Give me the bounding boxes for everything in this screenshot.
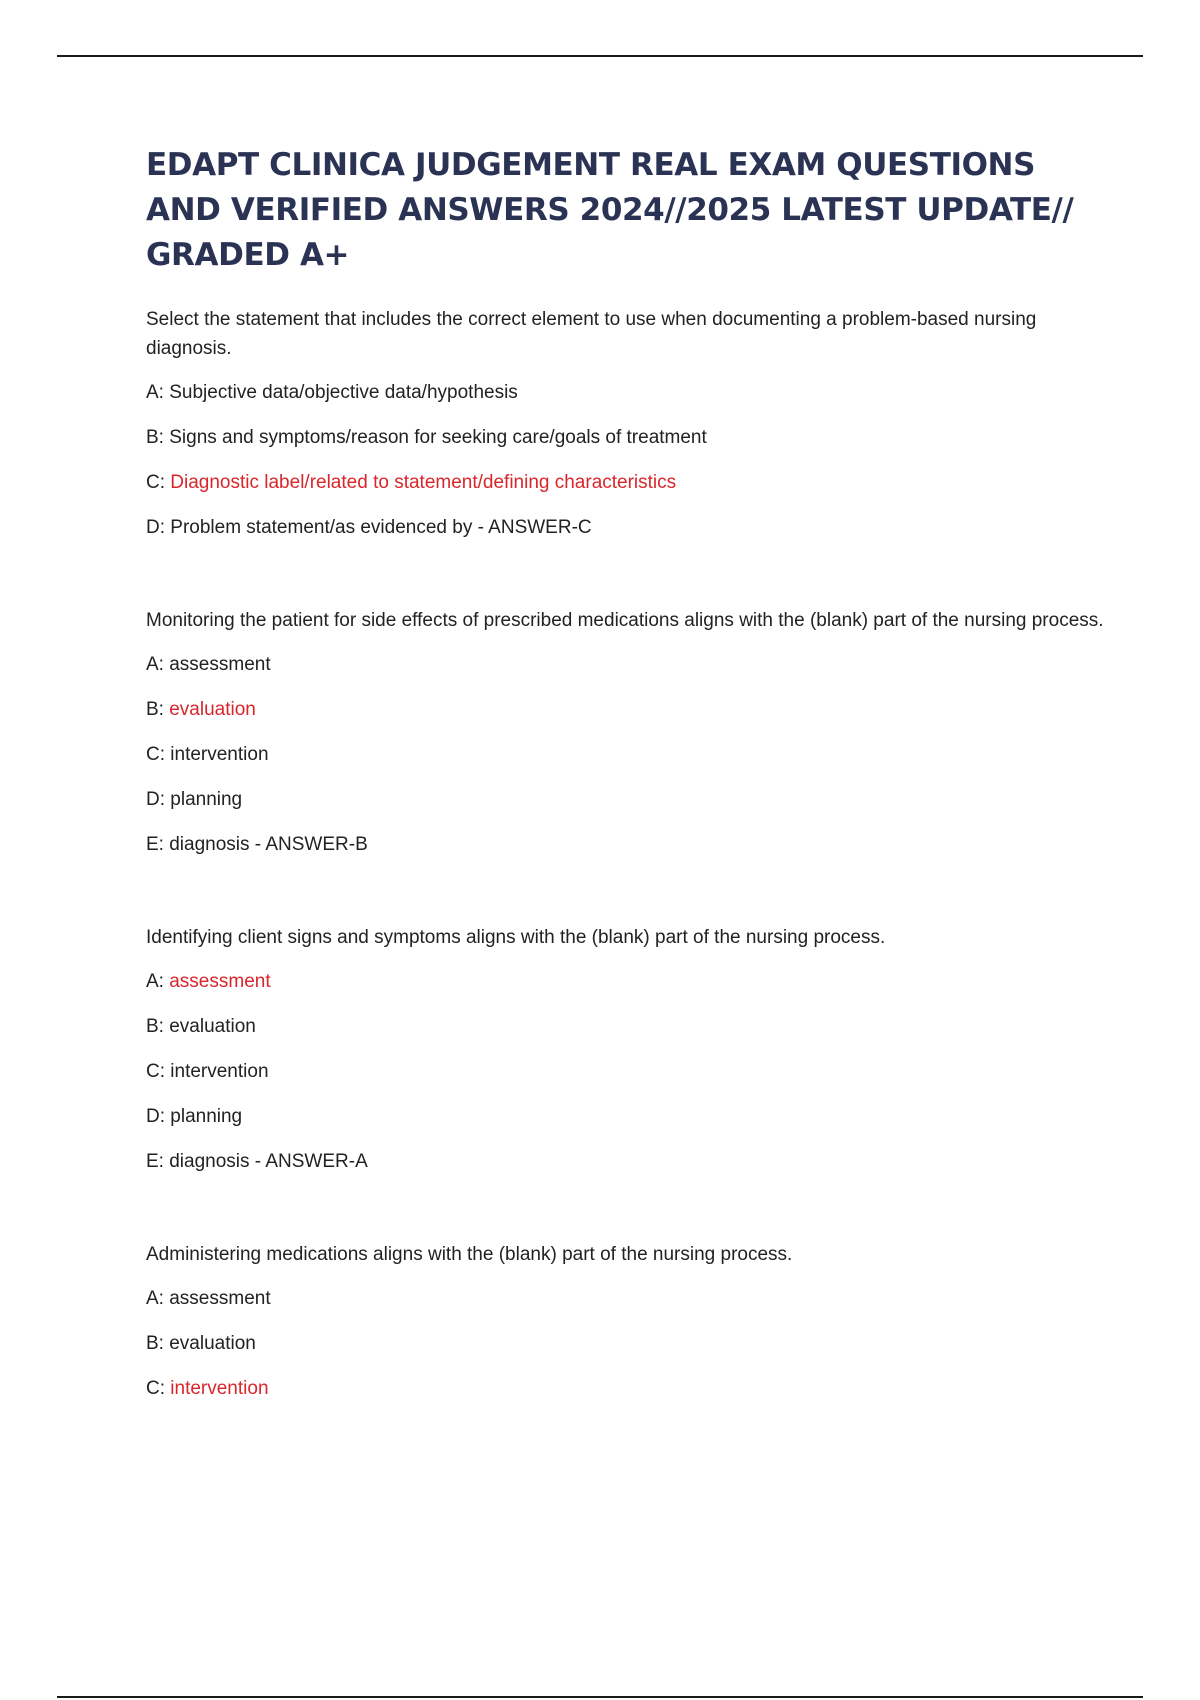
option-c: C: intervention: [146, 1061, 269, 1082]
correct-answer-highlight: Diagnostic label/related to statement/defining characteristics: [170, 472, 677, 493]
correct-answer-highlight: evaluation: [169, 699, 256, 720]
option-a: A: assessment: [146, 1288, 271, 1309]
option-a: A: assessment: [146, 654, 271, 675]
correct-answer-highlight: assessment: [169, 971, 271, 992]
question-block-3: [146, 923, 1106, 1176]
question-text: Identifying client signs and symptoms aligns with the (blank) part of the nursing process.: [146, 927, 886, 948]
option-c: C: intervention: [146, 1378, 269, 1399]
option-b: B: evaluation: [146, 699, 256, 720]
option-b: B: evaluation: [146, 1333, 256, 1354]
option-a: A: assessment: [146, 971, 271, 992]
top-rule: [57, 55, 1143, 57]
option-e: E: diagnosis - ANSWER-A: [146, 1151, 368, 1172]
question-text: Administering medications aligns with the (blank) part of the nursing process.: [146, 1244, 793, 1265]
question-block-4: [146, 1240, 1106, 1403]
document-body: [146, 143, 1106, 1403]
answer-key: - ANSWER-A: [249, 1151, 368, 1172]
bottom-rule: [57, 1696, 1143, 1698]
question-text: Select the statement that includes the correct element to use when documenting a problem-based nursing diagnosis.: [146, 309, 1037, 359]
question-block-1: [146, 305, 1106, 542]
question-text: Monitoring the patient for side effects of prescribed medications aligns with the (blank) part of the nursing process.: [146, 610, 1104, 631]
option-c: C: intervention: [146, 744, 269, 765]
option-d: D: planning: [146, 1106, 243, 1127]
answer-key: - ANSWER-C: [472, 517, 592, 538]
option-d: D: planning: [146, 789, 243, 810]
option-d: D: Problem statement/as evidenced by - ANSWER-C: [146, 517, 592, 538]
answer-key: - ANSWER-B: [249, 834, 368, 855]
correct-answer-highlight: intervention: [170, 1378, 269, 1399]
question-block-2: [146, 606, 1106, 859]
option-a: A: Subjective data/objective data/hypothesis: [146, 382, 518, 403]
document-title: EDAPT CLINICA JUDGEMENT REAL EXAM QUESTIONS AND VERIFIED ANSWERS 2024//2025 LATEST UPDATE// GRADED A+: [146, 147, 1074, 273]
option-c: C: Diagnostic label/related to statement/defining characteristics: [146, 472, 677, 493]
option-b: B: evaluation: [146, 1016, 256, 1037]
option-b: B: Signs and symptoms/reason for seeking care/goals of treatment: [146, 427, 707, 448]
option-e: E: diagnosis - ANSWER-B: [146, 834, 368, 855]
